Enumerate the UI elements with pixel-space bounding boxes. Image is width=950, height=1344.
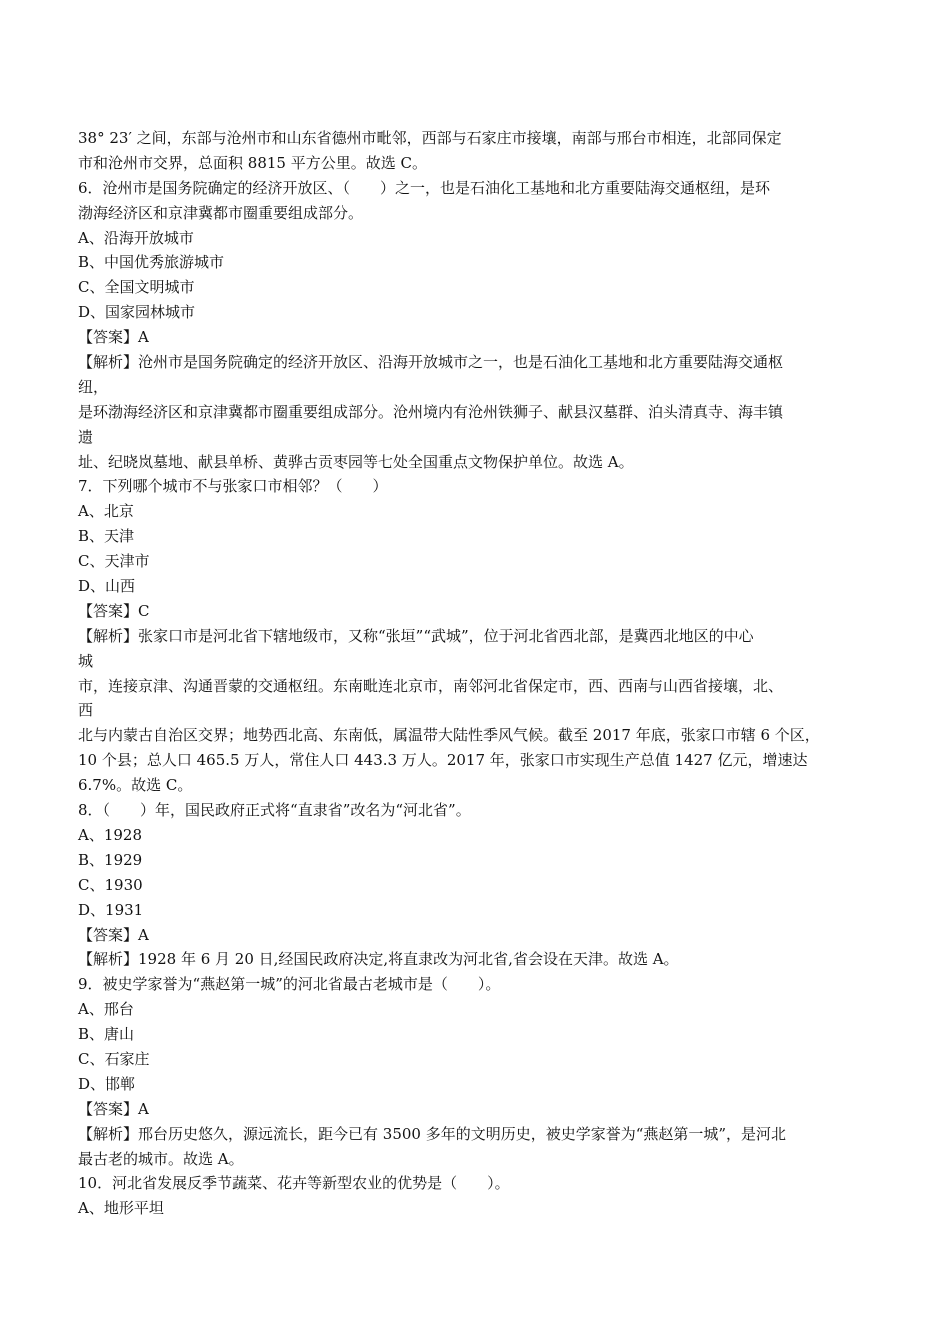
option-c: C、1930 [78,875,143,894]
answer: 【答案】A [78,1099,149,1118]
option-b: B、天津 [78,527,135,546]
option-a: A、1928 [78,825,143,844]
text-line: 纽， [78,377,109,396]
option-a: A、地形平坦 [78,1199,164,1218]
text-line: 西 [78,701,94,720]
question-10: 10．河北省发展反季节蔬菜、花卉等新型农业的优势是（ ）。 [78,1174,510,1193]
explanation: 【解析】张家口市是河北省下辖地级市，又称“张垣”“武城”，位于河北省西北部，是冀西北地区的中心 [78,626,754,645]
answer: 【答案】A [78,925,149,944]
option-c: C、天津市 [78,552,150,571]
text-line: 北与内蒙古自治区交界；地势西北高、东南低，属温带大陆性季风气候。截至 2017 年底，张家口市辖 6 个区， [78,726,820,745]
explanation: 【解析】邢台历史悠久，源远流长，距今已有 3500 多年的文明历史，被史学家誉为“燕赵第一城”，是河北 [78,1124,787,1143]
explanation: 【解析】1928 年 6 月 20 日,经国民政府决定,将直隶改为河北省,省会设在天津。故选 A。 [78,950,679,969]
option-b: B、唐山 [78,1025,135,1044]
option-d: D、国家园林城市 [78,303,196,322]
option-a: A、北京 [78,502,134,521]
option-d: D、山西 [78,577,136,596]
text-line: 6.7%。故选 C。 [78,776,193,795]
option-a: A、邢台 [78,1000,134,1019]
option-c: C、全国文明城市 [78,278,195,297]
text-line: 遗 [78,427,94,446]
answer: 【答案】A [78,328,149,347]
option-b: B、1929 [78,850,143,869]
text-line: 址、纪晓岚墓地、献县单桥、黄骅古贡枣园等七处全国重点文物保护单位。故选 A。 [78,452,634,471]
question-7: 7．下列哪个城市不与张家口市相邻？（ ） [78,477,388,496]
explanation: 【解析】沧州市是国务院确定的经济开放区、沿海开放城市之一，也是石油化工基地和北方重要陆海交通枢 [78,353,784,372]
text-line: 市和沧州市交界，总面积 8815 平方公里。故选 C。 [78,153,427,172]
text-line: 市，连接京津、沟通晋蒙的交通枢纽。东南毗连北京市，南邻河北省保定市，西、西南与山西省接壤，北、 [78,676,784,695]
question-6: 6．沧州市是国务院确定的经济开放区、（ ）之一，也是石油化工基地和北方重要陆海交通枢纽，是环 [78,178,771,197]
option-a: A、沿海开放城市 [78,228,194,247]
document-page [78,126,878,1221]
option-b: B、中国优秀旅游城市 [78,253,225,272]
question-9: 9．被史学家誉为“燕赵第一城”的河北省最古老城市是（ ）。 [78,975,501,994]
text-line: 是环渤海经济区和京津冀都市圈重要组成部分。沧州境内有沧州铁狮子、献县汉墓群、泊头清真寺、海丰镇 [78,402,784,421]
text-line: 10 个县；总人口 465.5 万人，常住人口 443.3 万人。2017 年，张家口市实现生产总值 1427 亿元，增速达 [78,751,808,770]
text-line: 城 [78,651,94,670]
text-line: 渤海经济区和京津冀都市圈重要组成部分。 [78,203,364,222]
text-line: 最古老的城市。故选 A。 [78,1149,244,1168]
option-d: D、邯郸 [78,1074,136,1093]
answer: 【答案】C [78,601,150,620]
option-c: C、石家庄 [78,1049,150,1068]
option-d: D、1931 [78,900,144,919]
text-line: 38° 23′ 之间，东部与沧州市和山东省德州市毗邻，西部与石家庄市接壤，南部与邢台市相连，北部同保定 [78,129,782,147]
question-8: 8．（ ）年，国民政府正式将“直隶省”改名为“河北省”。 [78,801,471,820]
